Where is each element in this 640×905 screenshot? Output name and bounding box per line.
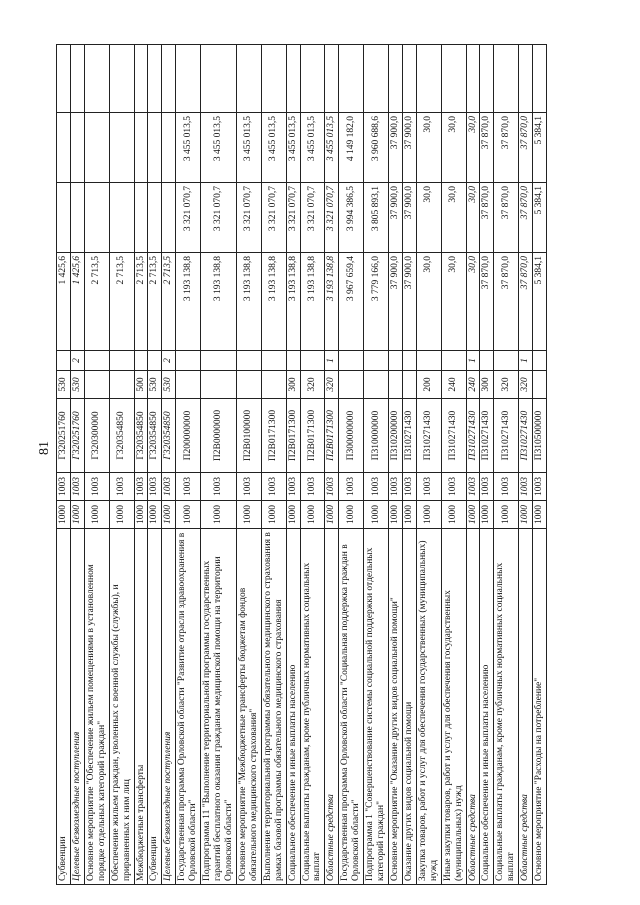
cell-target-article: П310000000 bbox=[364, 399, 389, 473]
cell-year-2: 3 321 070,7 bbox=[300, 183, 325, 253]
cell-subsection: 1003 bbox=[57, 473, 71, 501]
cell-name: Иные закупки товаров, работ и услуг для обеспечения государственных (муниципальных) нужд bbox=[441, 529, 466, 885]
cell-section: 1000 bbox=[176, 501, 201, 529]
cell-year-1: 3 193 138,8 bbox=[201, 253, 237, 351]
cell-subsection: 1003 bbox=[364, 473, 389, 501]
cell-source bbox=[364, 351, 389, 371]
cell-section: 1000 bbox=[236, 501, 261, 529]
cell-expense-type: 530 bbox=[162, 371, 176, 399]
cell-subsection: 1003 bbox=[300, 473, 325, 501]
cell-year-1: 37 900,0 bbox=[388, 253, 402, 351]
table-row bbox=[134, 45, 148, 885]
cell-name: Областные средства bbox=[466, 529, 480, 885]
cell-year-1: 3 967 659,4 bbox=[339, 253, 364, 351]
cell-expense-type: 530 bbox=[148, 371, 162, 399]
cell-expense-type: 530 bbox=[57, 371, 71, 399]
cell-year-2: 37 870,0 bbox=[519, 183, 533, 253]
budget-table bbox=[56, 44, 547, 885]
cell-year-1: 3 193 138,8 bbox=[261, 253, 286, 351]
cell-name: Областные средства bbox=[325, 529, 339, 885]
table-row bbox=[388, 45, 402, 885]
cell-source: 1 bbox=[466, 351, 480, 371]
cell-expense-type: 300 bbox=[480, 371, 494, 399]
rotated-page bbox=[56, 45, 616, 885]
cell-target-article: П200000000 bbox=[176, 399, 201, 473]
cell-section: 1000 bbox=[364, 501, 389, 529]
table-row bbox=[148, 45, 162, 885]
cell-subsection: 1003 bbox=[325, 473, 339, 501]
cell-subsection: 1003 bbox=[519, 473, 533, 501]
cell-target-article: Г320354850 bbox=[148, 399, 162, 473]
cell-year-2: 3 994 386,5 bbox=[339, 183, 364, 253]
cell-subsection: 1003 bbox=[84, 473, 109, 501]
cell-source bbox=[236, 351, 261, 371]
cell-name: Закупка товаров, работ и услуг для обеспечения государственных (муниципальных) нужд bbox=[416, 529, 441, 885]
cell-target-article: П310271430 bbox=[466, 399, 480, 473]
cell-extra bbox=[480, 45, 494, 113]
table-row bbox=[70, 45, 84, 885]
cell-source bbox=[176, 351, 201, 371]
cell-section: 1000 bbox=[441, 501, 466, 529]
cell-name: Целевые безвозмездные поступления bbox=[70, 529, 84, 885]
cell-name: Оказание других видов социальной помощи bbox=[402, 529, 416, 885]
cell-target-article: П2В0171300 bbox=[286, 399, 300, 473]
cell-extra bbox=[70, 45, 84, 113]
cell-year-2: 37 900,0 bbox=[388, 183, 402, 253]
cell-source bbox=[494, 351, 519, 371]
cell-target-article: Г320251760 bbox=[57, 399, 71, 473]
cell-expense-type bbox=[533, 371, 547, 399]
cell-subsection: 1003 bbox=[494, 473, 519, 501]
cell-target-article: П2В0171300 bbox=[261, 399, 286, 473]
cell-expense-type: 500 bbox=[134, 371, 148, 399]
cell-year-3: 3 455 013,5 bbox=[286, 113, 300, 183]
cell-target-article: Г320300000 bbox=[84, 399, 109, 473]
cell-subsection: 1003 bbox=[236, 473, 261, 501]
cell-name: Обеспечение жильем граждан, уволенных с военной службы (службы), и приравненных к ним лиц bbox=[109, 529, 134, 885]
table-row bbox=[480, 45, 494, 885]
cell-year-2 bbox=[70, 183, 84, 253]
cell-source: 2 bbox=[70, 351, 84, 371]
cell-target-article: П2В0000000 bbox=[201, 399, 237, 473]
cell-source bbox=[84, 351, 109, 371]
cell-year-2 bbox=[134, 183, 148, 253]
cell-year-3: 37 900,0 bbox=[388, 113, 402, 183]
cell-extra bbox=[494, 45, 519, 113]
cell-subsection: 1003 bbox=[533, 473, 547, 501]
cell-year-3: 4 149 182,0 bbox=[339, 113, 364, 183]
cell-name: Областные средства bbox=[519, 529, 533, 885]
cell-year-2 bbox=[84, 183, 109, 253]
cell-extra bbox=[533, 45, 547, 113]
cell-year-2: 3 321 070,7 bbox=[325, 183, 339, 253]
cell-source bbox=[109, 351, 134, 371]
cell-year-3: 5 384,1 bbox=[533, 113, 547, 183]
cell-name: Основное мероприятие "Оказание других видов социальной помощи" bbox=[388, 529, 402, 885]
cell-year-3 bbox=[162, 113, 176, 183]
cell-year-1: 2 713,5 bbox=[148, 253, 162, 351]
cell-year-2: 30,0 bbox=[441, 183, 466, 253]
cell-section: 1000 bbox=[494, 501, 519, 529]
cell-name: Социальные выплаты гражданам, кроме публичных нормативных социальных выплат bbox=[494, 529, 519, 885]
cell-year-3 bbox=[57, 113, 71, 183]
cell-section: 1000 bbox=[70, 501, 84, 529]
cell-year-1: 3 193 138,8 bbox=[325, 253, 339, 351]
cell-target-article: Г320354850 bbox=[109, 399, 134, 473]
cell-expense-type: 320 bbox=[494, 371, 519, 399]
cell-target-article: Г320354850 bbox=[162, 399, 176, 473]
cell-target-article: П2В0171300 bbox=[325, 399, 339, 473]
cell-name: Субвенции bbox=[148, 529, 162, 885]
cell-subsection: 1003 bbox=[201, 473, 237, 501]
cell-target-article: П310200000 bbox=[388, 399, 402, 473]
cell-extra bbox=[300, 45, 325, 113]
cell-expense-type: 240 bbox=[441, 371, 466, 399]
cell-name: Государственная программа Орловской области "Социальная поддержка граждан в Орловской области" bbox=[339, 529, 364, 885]
table-row bbox=[325, 45, 339, 885]
cell-expense-type bbox=[236, 371, 261, 399]
cell-year-2: 3 321 070,7 bbox=[261, 183, 286, 253]
cell-subsection: 1003 bbox=[388, 473, 402, 501]
cell-extra bbox=[364, 45, 389, 113]
cell-section: 1000 bbox=[261, 501, 286, 529]
cell-year-1: 2 713,5 bbox=[84, 253, 109, 351]
cell-extra bbox=[109, 45, 134, 113]
table-row bbox=[300, 45, 325, 885]
cell-section: 1000 bbox=[325, 501, 339, 529]
cell-expense-type: 240 bbox=[466, 371, 480, 399]
cell-year-3: 3 455 013,5 bbox=[176, 113, 201, 183]
cell-year-2 bbox=[162, 183, 176, 253]
table-row bbox=[261, 45, 286, 885]
cell-year-3: 3 455 013,5 bbox=[201, 113, 237, 183]
cell-year-2: 3 321 070,7 bbox=[176, 183, 201, 253]
cell-name: Субвенции bbox=[57, 529, 71, 885]
cell-subsection: 1003 bbox=[261, 473, 286, 501]
table-row bbox=[533, 45, 547, 885]
cell-year-3 bbox=[70, 113, 84, 183]
cell-subsection: 1003 bbox=[339, 473, 364, 501]
cell-section: 1000 bbox=[201, 501, 237, 529]
table-row bbox=[286, 45, 300, 885]
cell-source bbox=[261, 351, 286, 371]
table-row bbox=[339, 45, 364, 885]
cell-name: Социальное обеспечение и иные выплаты населению bbox=[286, 529, 300, 885]
cell-subsection: 1003 bbox=[416, 473, 441, 501]
cell-target-article: Г320251760 bbox=[70, 399, 84, 473]
cell-source bbox=[388, 351, 402, 371]
cell-year-3: 30,0 bbox=[466, 113, 480, 183]
cell-year-2: 37 870,0 bbox=[480, 183, 494, 253]
cell-year-1: 37 870,0 bbox=[519, 253, 533, 351]
cell-extra bbox=[402, 45, 416, 113]
cell-year-3: 37 870,0 bbox=[480, 113, 494, 183]
cell-extra bbox=[466, 45, 480, 113]
cell-subsection: 1003 bbox=[109, 473, 134, 501]
cell-year-2 bbox=[57, 183, 71, 253]
cell-year-1: 5 384,1 bbox=[533, 253, 547, 351]
cell-target-article: П310500000 bbox=[533, 399, 547, 473]
cell-section: 1000 bbox=[339, 501, 364, 529]
cell-name: Основное мероприятие "Межбюджетные трансферты бюджетам фондов обязательного медицинского страхования" bbox=[236, 529, 261, 885]
cell-section: 1000 bbox=[109, 501, 134, 529]
cell-target-article: П310271430 bbox=[416, 399, 441, 473]
cell-expense-type bbox=[364, 371, 389, 399]
cell-section: 1000 bbox=[286, 501, 300, 529]
cell-expense-type: 320 bbox=[325, 371, 339, 399]
table-row bbox=[519, 45, 533, 885]
cell-extra bbox=[261, 45, 286, 113]
cell-expense-type: 320 bbox=[300, 371, 325, 399]
cell-extra bbox=[339, 45, 364, 113]
cell-year-2: 3 321 070,7 bbox=[201, 183, 237, 253]
cell-extra bbox=[176, 45, 201, 113]
table-row bbox=[441, 45, 466, 885]
cell-year-1: 3 779 166,0 bbox=[364, 253, 389, 351]
cell-expense-type bbox=[109, 371, 134, 399]
cell-extra bbox=[388, 45, 402, 113]
cell-subsection: 1003 bbox=[134, 473, 148, 501]
cell-subsection: 1003 bbox=[148, 473, 162, 501]
cell-target-article: П310271430 bbox=[519, 399, 533, 473]
cell-source: 2 bbox=[162, 351, 176, 371]
cell-name: Подпрограмма 11 "Выполнение территориальной программы государственных гарантий бесплатного оказания гражданам медицинской помощи на территории Орловской области" bbox=[201, 529, 237, 885]
cell-year-1: 30,0 bbox=[416, 253, 441, 351]
table-row bbox=[236, 45, 261, 885]
cell-year-1: 3 193 138,8 bbox=[286, 253, 300, 351]
cell-section: 1000 bbox=[84, 501, 109, 529]
cell-expense-type bbox=[261, 371, 286, 399]
cell-year-1: 2 713,5 bbox=[109, 253, 134, 351]
cell-year-3: 3 455 013,5 bbox=[300, 113, 325, 183]
cell-year-3 bbox=[148, 113, 162, 183]
cell-section: 1000 bbox=[402, 501, 416, 529]
cell-subsection: 1003 bbox=[402, 473, 416, 501]
cell-section: 1000 bbox=[533, 501, 547, 529]
cell-year-3: 3 455 013,5 bbox=[325, 113, 339, 183]
cell-name: Социальные выплаты гражданам, кроме публичных нормативных социальных выплат bbox=[300, 529, 325, 885]
cell-year-2: 30,0 bbox=[416, 183, 441, 253]
table-body bbox=[57, 45, 547, 885]
cell-expense-type bbox=[388, 371, 402, 399]
cell-source bbox=[441, 351, 466, 371]
cell-year-1: 30,0 bbox=[466, 253, 480, 351]
cell-year-2: 3 805 893,1 bbox=[364, 183, 389, 253]
cell-extra bbox=[148, 45, 162, 113]
cell-year-1: 2 713,5 bbox=[162, 253, 176, 351]
table-row bbox=[402, 45, 416, 885]
page-number: 81 bbox=[37, 441, 52, 455]
table-row bbox=[84, 45, 109, 885]
cell-target-article: П310271430 bbox=[441, 399, 466, 473]
table-row bbox=[201, 45, 237, 885]
cell-section: 1000 bbox=[466, 501, 480, 529]
cell-extra bbox=[441, 45, 466, 113]
cell-target-article: П310271430 bbox=[402, 399, 416, 473]
cell-year-3: 3 455 013,5 bbox=[261, 113, 286, 183]
table-row bbox=[57, 45, 71, 885]
cell-name: Основное мероприятие "Обеспечение жильем помещениями в установленном порядке отдельных категорий граждан" bbox=[84, 529, 109, 885]
cell-source bbox=[533, 351, 547, 371]
cell-target-article: П310271430 bbox=[480, 399, 494, 473]
cell-subsection: 1003 bbox=[70, 473, 84, 501]
cell-extra bbox=[57, 45, 71, 113]
cell-section: 1000 bbox=[480, 501, 494, 529]
cell-target-article: П2В0100000 bbox=[236, 399, 261, 473]
cell-year-1: 3 193 138,8 bbox=[176, 253, 201, 351]
cell-year-3: 30,0 bbox=[441, 113, 466, 183]
cell-target-article: П300000000 bbox=[339, 399, 364, 473]
cell-name: Межбюджетные трансферты bbox=[134, 529, 148, 885]
cell-target-article: П310271430 bbox=[494, 399, 519, 473]
cell-name: Подпрограмма 1 "Совершенствование системы социальной поддержки отдельных категорий граждан" bbox=[364, 529, 389, 885]
cell-extra bbox=[519, 45, 533, 113]
cell-year-3: 3 455 013,5 bbox=[236, 113, 261, 183]
cell-source bbox=[134, 351, 148, 371]
cell-year-2: 30,0 bbox=[466, 183, 480, 253]
cell-name: Выполнение территориальной программы обязательного медицинского страхования в рамках базовой программы обязательного медицинского страхования bbox=[261, 529, 286, 885]
cell-section: 1000 bbox=[519, 501, 533, 529]
cell-subsection: 1003 bbox=[441, 473, 466, 501]
cell-year-3: 37 870,0 bbox=[494, 113, 519, 183]
cell-expense-type bbox=[201, 371, 237, 399]
cell-source bbox=[402, 351, 416, 371]
cell-section: 1000 bbox=[57, 501, 71, 529]
cell-section: 1000 bbox=[300, 501, 325, 529]
cell-year-3: 37 900,0 bbox=[402, 113, 416, 183]
cell-subsection: 1003 bbox=[466, 473, 480, 501]
cell-expense-type: 200 bbox=[416, 371, 441, 399]
cell-year-2 bbox=[148, 183, 162, 253]
cell-year-2: 37 900,0 bbox=[402, 183, 416, 253]
cell-expense-type bbox=[84, 371, 109, 399]
cell-source bbox=[286, 351, 300, 371]
cell-year-3 bbox=[109, 113, 134, 183]
table-row bbox=[416, 45, 441, 885]
table-row bbox=[364, 45, 389, 885]
cell-name: Основное мероприятие "Расходы на потребление" bbox=[533, 529, 547, 885]
cell-year-1: 3 193 138,8 bbox=[236, 253, 261, 351]
cell-year-2: 5 384,1 bbox=[533, 183, 547, 253]
cell-expense-type: 320 bbox=[519, 371, 533, 399]
table-row bbox=[176, 45, 201, 885]
cell-year-3: 37 870,0 bbox=[519, 113, 533, 183]
cell-name: Целевые безвозмездные поступления bbox=[162, 529, 176, 885]
cell-subsection: 1003 bbox=[176, 473, 201, 501]
cell-extra bbox=[201, 45, 237, 113]
table-row bbox=[109, 45, 134, 885]
cell-expense-type bbox=[339, 371, 364, 399]
cell-year-3: 30,0 bbox=[416, 113, 441, 183]
cell-target-article: Г320354850 bbox=[134, 399, 148, 473]
cell-source bbox=[480, 351, 494, 371]
cell-source bbox=[148, 351, 162, 371]
cell-subsection: 1003 bbox=[162, 473, 176, 501]
cell-extra bbox=[84, 45, 109, 113]
cell-year-2: 3 321 070,7 bbox=[286, 183, 300, 253]
cell-section: 1000 bbox=[416, 501, 441, 529]
cell-subsection: 1003 bbox=[286, 473, 300, 501]
table-row bbox=[466, 45, 480, 885]
cell-section: 1000 bbox=[134, 501, 148, 529]
cell-expense-type bbox=[176, 371, 201, 399]
cell-year-1: 2 713,5 bbox=[134, 253, 148, 351]
cell-name: Социальное обеспечение и иные выплаты населению bbox=[480, 529, 494, 885]
cell-extra bbox=[134, 45, 148, 113]
cell-source bbox=[416, 351, 441, 371]
cell-source bbox=[300, 351, 325, 371]
cell-source bbox=[339, 351, 364, 371]
cell-target-article: П2В0171300 bbox=[300, 399, 325, 473]
cell-year-3 bbox=[134, 113, 148, 183]
table-row bbox=[494, 45, 519, 885]
cell-source bbox=[57, 351, 71, 371]
cell-name: Государственная программа Орловской области "Развитие отрасли здравоохранения в Орловской области" bbox=[176, 529, 201, 885]
cell-year-1: 37 870,0 bbox=[480, 253, 494, 351]
cell-section: 1000 bbox=[148, 501, 162, 529]
cell-expense-type bbox=[402, 371, 416, 399]
cell-section: 1000 bbox=[162, 501, 176, 529]
cell-expense-type: 530 bbox=[70, 371, 84, 399]
cell-expense-type: 300 bbox=[286, 371, 300, 399]
cell-year-3 bbox=[84, 113, 109, 183]
cell-year-2: 3 321 070,7 bbox=[236, 183, 261, 253]
cell-year-1: 3 193 138,8 bbox=[300, 253, 325, 351]
cell-year-3: 3 960 688,6 bbox=[364, 113, 389, 183]
cell-extra bbox=[236, 45, 261, 113]
cell-extra bbox=[416, 45, 441, 113]
cell-year-1: 30,0 bbox=[441, 253, 466, 351]
cell-extra bbox=[286, 45, 300, 113]
cell-subsection: 1003 bbox=[480, 473, 494, 501]
cell-source: 1 bbox=[519, 351, 533, 371]
cell-section: 1000 bbox=[388, 501, 402, 529]
cell-year-1: 37 870,0 bbox=[494, 253, 519, 351]
cell-source: 1 bbox=[325, 351, 339, 371]
cell-year-2: 37 870,0 bbox=[494, 183, 519, 253]
cell-year-1: 1 425,6 bbox=[57, 253, 71, 351]
cell-extra bbox=[325, 45, 339, 113]
cell-year-1: 37 900,0 bbox=[402, 253, 416, 351]
cell-extra bbox=[162, 45, 176, 113]
cell-year-2 bbox=[109, 183, 134, 253]
cell-source bbox=[201, 351, 237, 371]
table-row bbox=[162, 45, 176, 885]
cell-year-1: 1 425,6 bbox=[70, 253, 84, 351]
